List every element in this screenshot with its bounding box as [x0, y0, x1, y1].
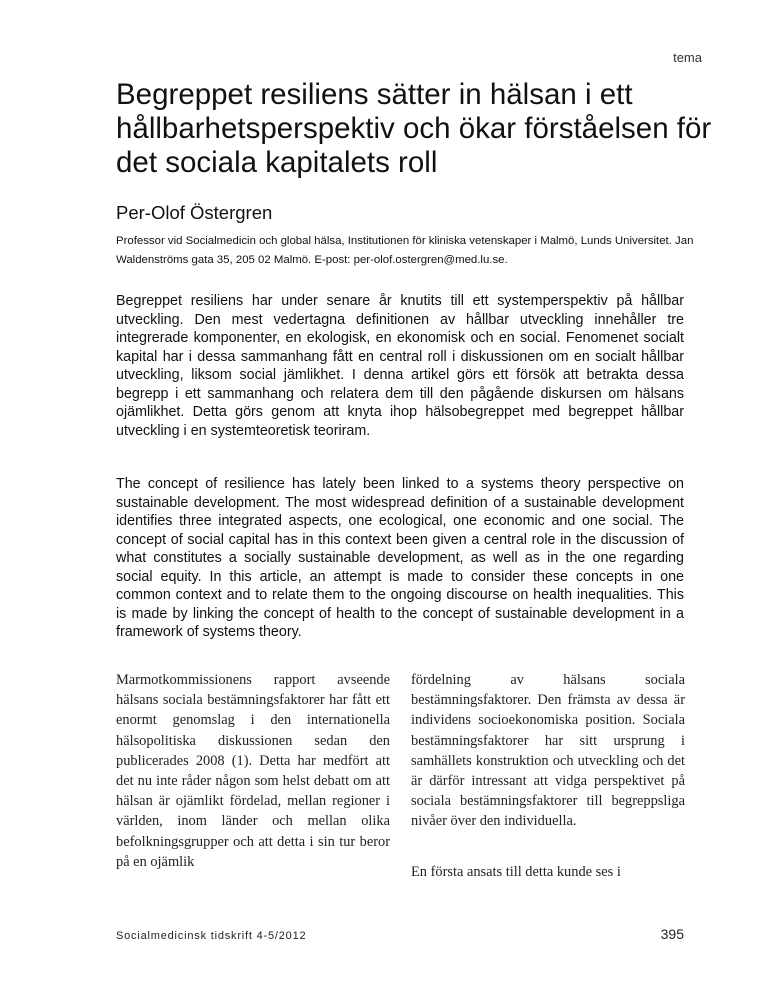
body-paragraph: En första ansats till detta kunde ses i: [411, 863, 621, 880]
body-column-left: [116, 670, 390, 872]
abstract-swedish: Begreppet resiliens har under senare år knutits till ett systemperspektiv på hållbar utveckling. Den mest vedertagna definitionen av hållbar utveckling innehåller tre integrerade komponenter, en ekologisk, en ekonomisk och en social. Fenomenet socialt kapital har i dessa sammanhang fått en central roll i diskussionen om en socialt hållbar utveckling, liksom social jämlikhet. I denna artikel görs ett försök att betrakta dessa begrepp i ett sammanhang och relatera dem till den pågående diskursen om hälsans ojämlikhet. Detta görs genom att knyta ihop hälsobegreppet med begreppet hållbar utveckling i en systemteoretisk teoriram.: [116, 293, 684, 439]
article-title: Begreppet resiliens sätter in hälsan i ett hållbarhetsperspektiv och ökar förståelsen för det sociala kapitalets roll: [116, 78, 712, 179]
body-column-right: [411, 670, 685, 882]
body-paragraph: fördelning av hälsans sociala bestämningsfaktorer. Den främsta av dessa är individens socioekonomiska position. Sociala bestämningsfaktorer har sitt ursprung i samhällets konstruktion och utveckling och det är därför intressant att vidga perspektivet på sociala bestämningsfaktorer till begreppsliga nivåer över den individuella.: [411, 672, 685, 830]
page-number: 395: [660, 926, 684, 942]
author-affiliation: Professor vid Socialmedicin och global hälsa, Institutionen för kliniska vetenskaper i Malmö, Lunds Universitet. Jan Waldenströms gata 35, 205 02 Malmö. E-post: per-olof.ostergren@med.lu.se.: [116, 235, 694, 266]
section-tag: tema: [673, 50, 702, 65]
body-paragraph: Marmotkommissionens rapport avseende hälsans sociala bestämningsfaktorer har fått ett enormt genomslag i den internationella hälsopolitiska diskussionen sedan den publicerades 2008 (1). Detta har medfört att det nu inte råder någon som helst debatt om att hälsan är ojämlikt fördelad, mellan regioner i världen, inom länder och mellan olika befolkningsgrupper och att detta i sin tur beror på en ojämlik: [116, 672, 390, 870]
journal-footer: Socialmedicinsk tidskrift 4-5/2012: [116, 930, 307, 942]
author-name: Per-Olof Östergren: [116, 202, 273, 223]
abstract-english: The concept of resilience has lately been linked to a systems theory perspective on sustainable development. The most widespread definition of a sustainable development identifies three integrated aspects, one ecological, one economic and one social. The concept of social capital has in this context been given a central role in the discussion of what constitutes a socially sustainable development, as well as in the one regarding social equity. In this article, an attempt is made to consider these concepts in one common context and to relate them to the ongoing discourse on health inequalities. This is made by linking the concept of health to the concept of sustainable development in a framework of systems theory.: [116, 476, 684, 640]
